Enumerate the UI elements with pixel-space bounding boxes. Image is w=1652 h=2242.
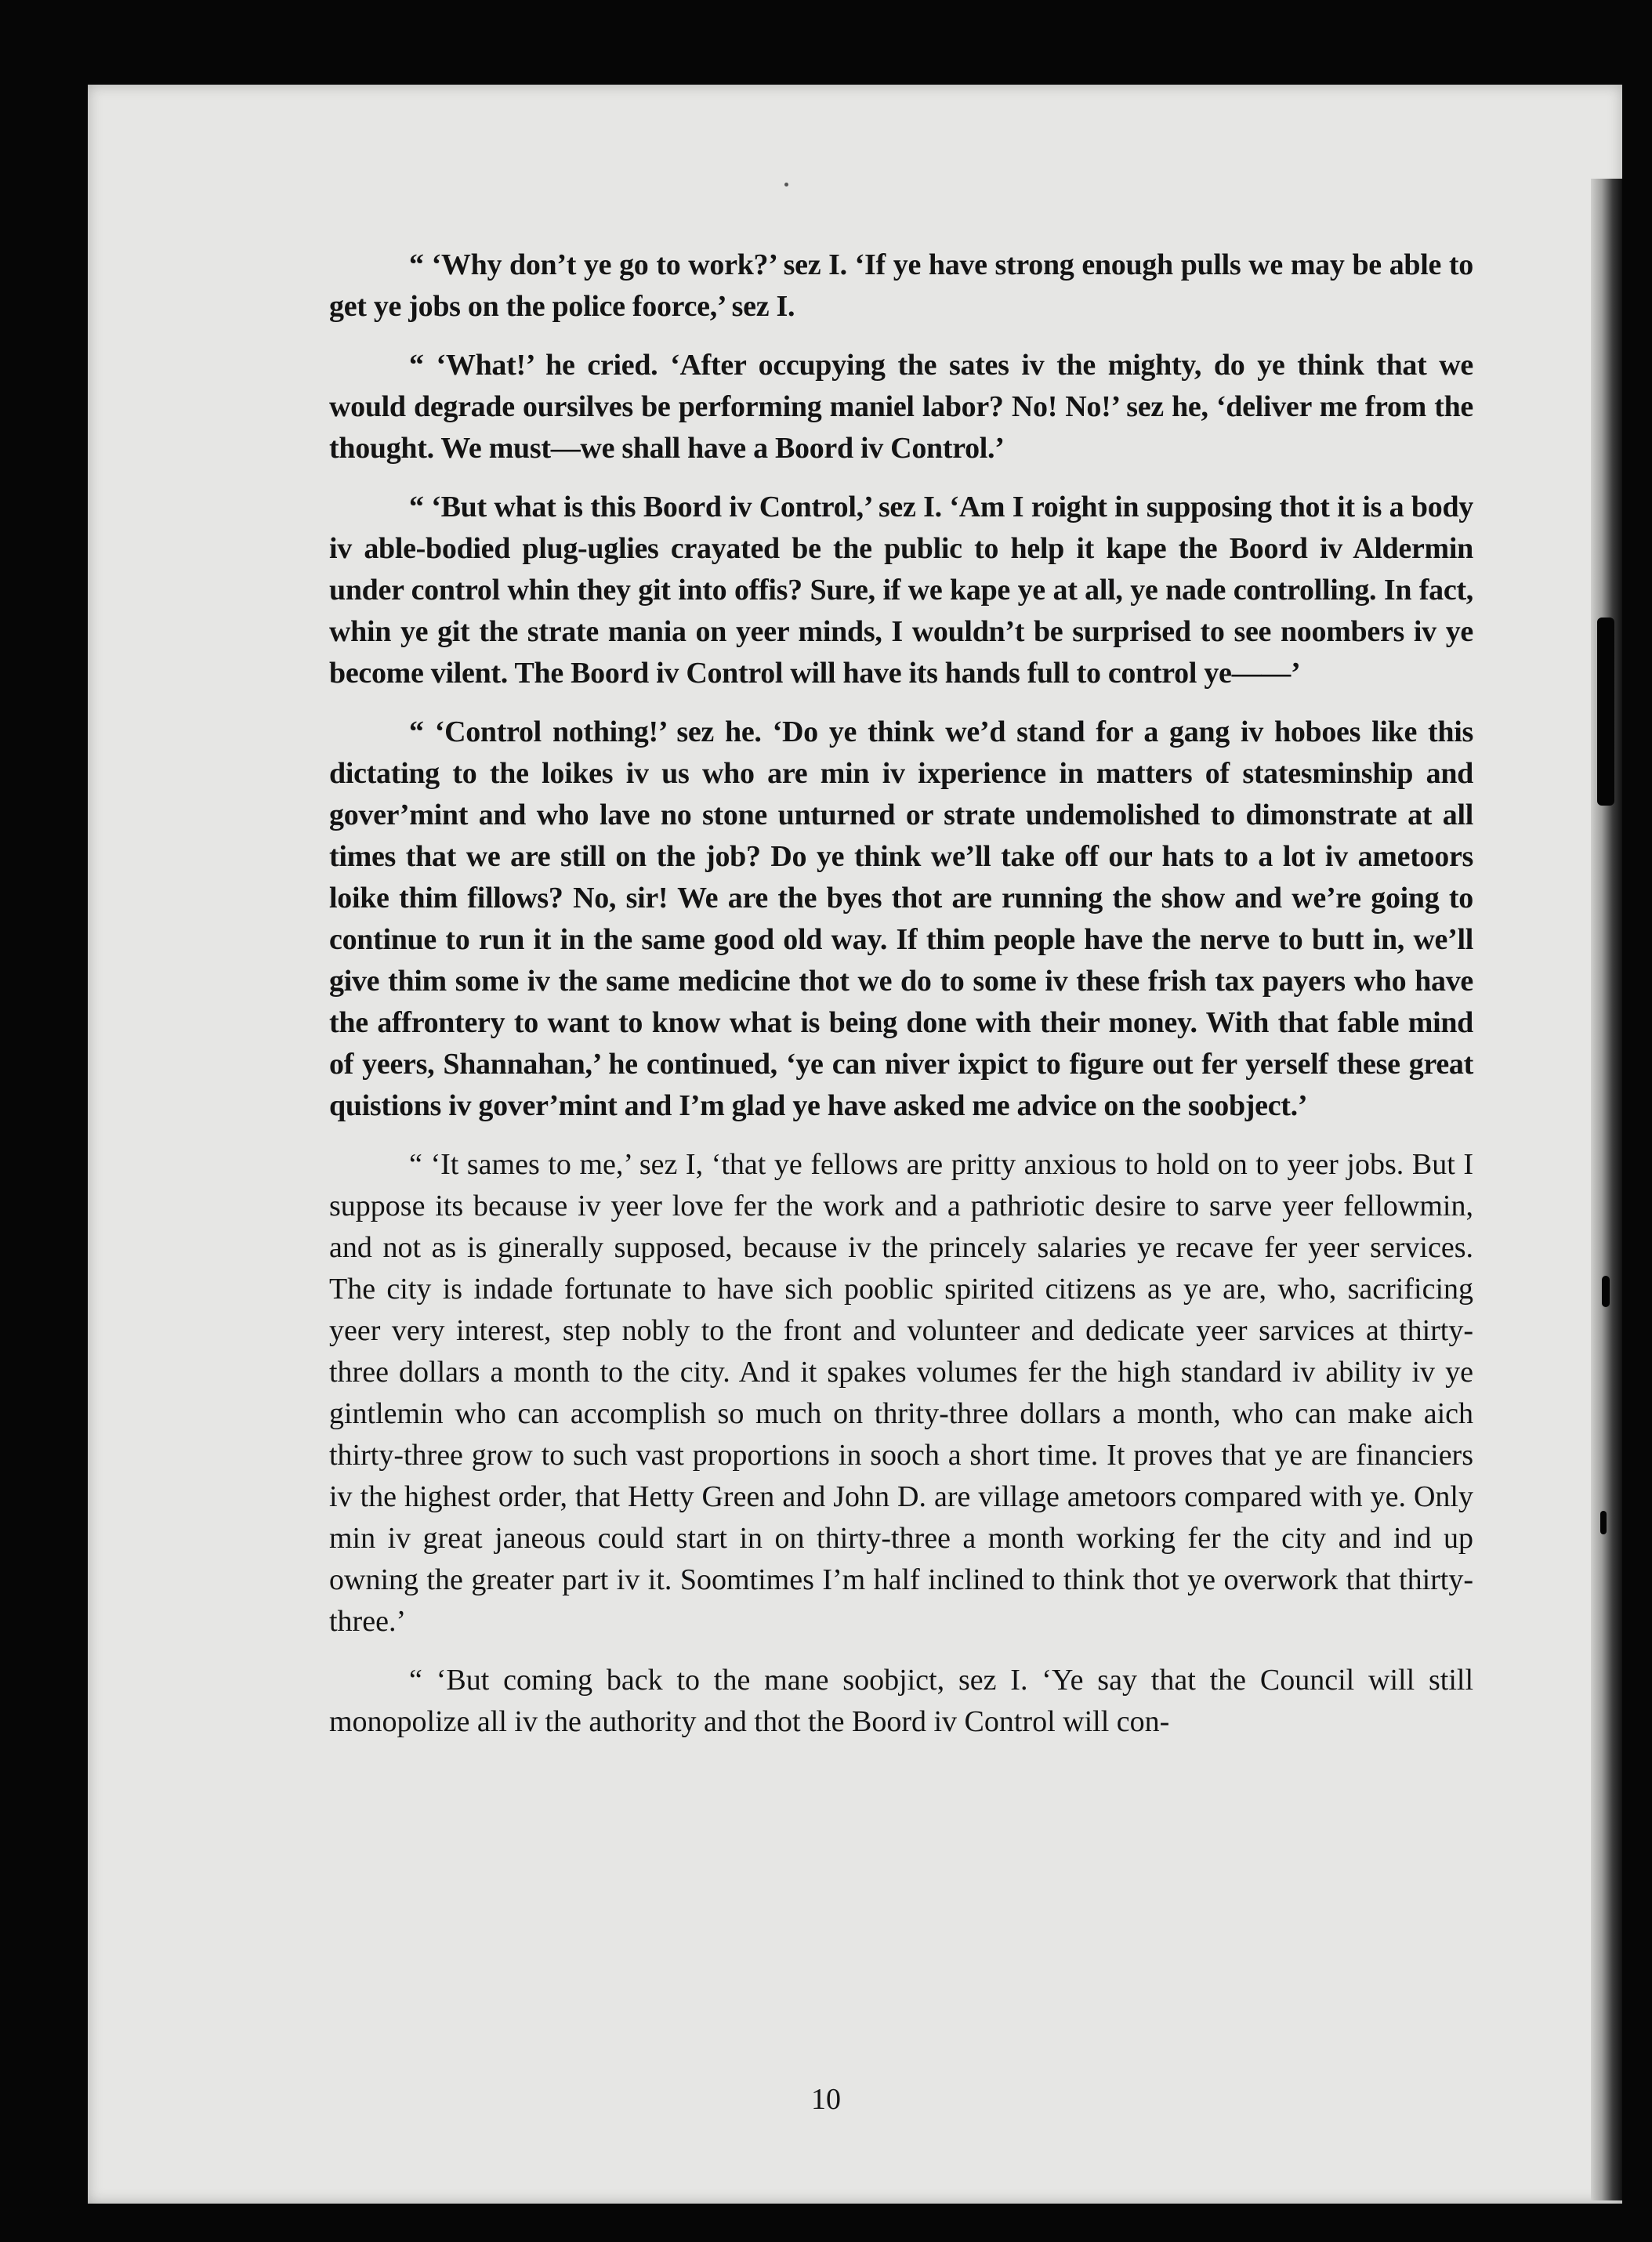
paragraph-6: “ ‘But coming back to the mane soobjict, sez I. ‘Ye say that the Council will still monopolize all iv the authority and thot the Boord iv Control will con- [329,1664,1473,1738]
page-speck [784,183,788,187]
paragraph-5: “ ‘It sames to me,’ sez I, ‘that ye fellows are pritty anxious to hold on to yeer jobs. But I suppose its because iv yeer love fer the work and a pathriotic desire to sarve yeer fellowmin, and not as is ginerally supposed, because iv the princely salaries ye recave fer yeer services. The city is indade fortunate to have sich pooblic spirited citizens as ye are, who, sacrificing yeer very interest, step nobly to the front and volunteer and dedicate yeer sarvices at thirty-three dollars a month to the city. And it spakes volumes fer the high standard iv ability iv ye gintlemin who can accomplish so much on thrity-three dollars a month, who can make aich thirty-three grow to such vast proportions in sooch a short time. It proves that ye are financiers iv the highest order, that Hetty Green and John D. are village ametoors compared with ye. Only min iv great janeous could start in on thirty-three a month working fer the city and ind up owning the greater part iv it. Soomtimes I’m half inclined to think thot ye overwork that thirty-three.’ [329,1148,1473,1638]
page-number: 10 [811,2083,841,2116]
binding-mark [1602,1276,1610,1307]
paragraph-1: “ ‘Why don’t ye go to work?’ sez I. ‘If ye have strong enough pulls we may be able to get ye jobs on the police foorce,’ sez I. [329,248,1473,323]
paragraph-3: “ ‘But what is this Boord iv Control,’ sez I. ‘Am I roight in supposing thot it is a body iv able-bodied plug-uglies crayated be the public to help it kape the Boord iv Aldermin under control whin they git into offis? Sure, if we kape ye at all, ye nade controlling. In fact, whin ye git the strate mania on yeer minds, I wouldn’t be surprised to see noombers iv ye become vilent. The Boord iv Control will have its hands full to control ye——’ [329,491,1473,690]
paragraph-4: “ ‘Control nothing!’ sez he. ‘Do ye think we’d stand for a gang iv hoboes like this dictating to the loikes iv us who are min iv ixperience in matters of statesminship and gover’mint and who lave no stone unturned or strate undemolished to dimonstrate at all times that we are still on the job? Do ye think we’ll take off our hats to a lot iv ametoors loike thim fillows? No, sir! We are the byes thot are running the show and we’re going to continue to run it in the same good old way. If thim people have the nerve to butt in, we’ll give thim some iv the same medicine thot we do to some iv these frish tax payers who have the affrontery to want to know what is being done with their money. With that fable mind of yeers, Shannahan,’ he continued, ‘ye can niver ixpict to figure out fer yerself these great quistions iv gover’mint and I’m glad ye have asked me advice on the soobject.’ [329,715,1473,1122]
body-text [329,244,1473,1760]
paragraph-2: “ ‘What!’ he cried. ‘After occupying the sates iv the mighty, do ye think that we would degrade oursilves be performing maniel labor? No! No!’ sez he, ‘deliver me from the thought. We must—we shall have a Boord iv Control.’ [329,349,1473,465]
binding-mark [1597,618,1614,806]
page-binding-edge [1591,179,1622,2200]
binding-mark [1600,1511,1607,1534]
